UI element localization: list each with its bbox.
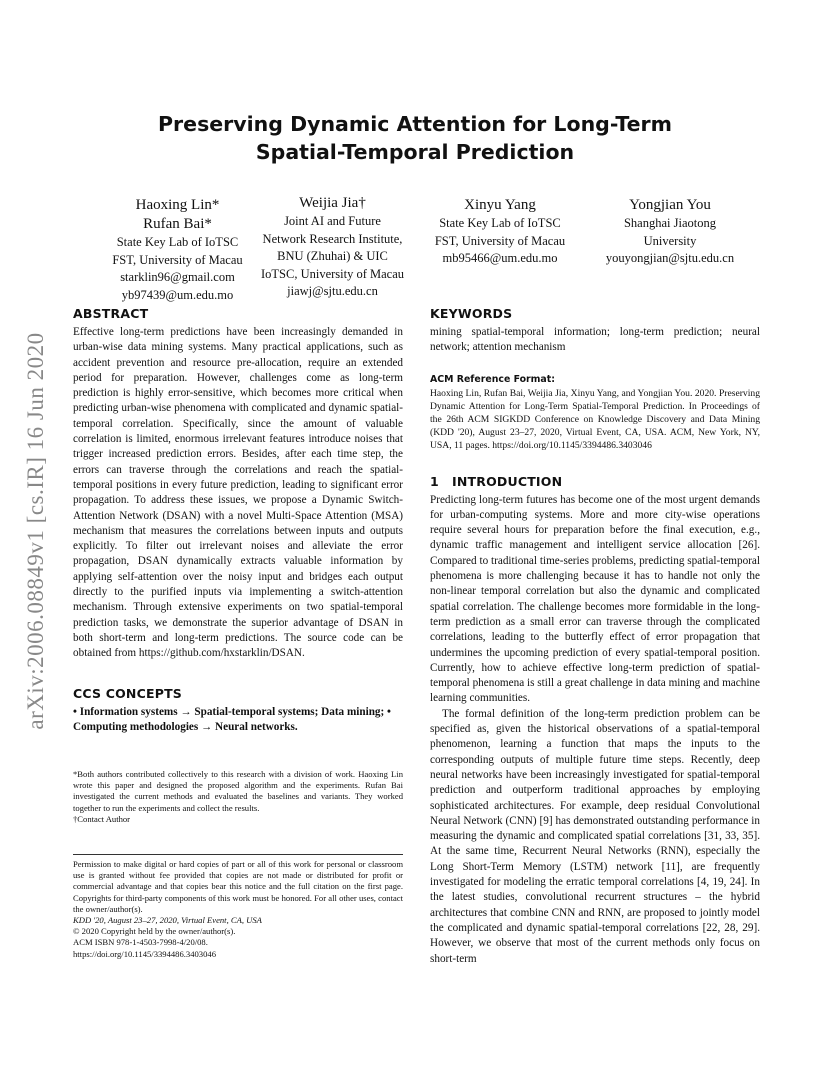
paper-title — [120, 110, 710, 166]
author-email: yb97439@um.edu.mo — [121, 287, 234, 302]
title-line-1: Preserving Dynamic Attention for Long-Term — [158, 112, 672, 136]
author-affiliation: University — [643, 233, 697, 248]
author-affiliation: Network Research Institute, — [262, 231, 403, 246]
author-affiliation: State Key Lab of IoTSC — [439, 216, 561, 230]
ccs-text: • Information systems → Spatial-temporal systems; Data mining; • Computing methodologies → Neural networks. — [73, 705, 391, 733]
permission-block — [73, 859, 403, 960]
keywords-section — [430, 306, 760, 356]
author-email: jiawj@sjtu.edu.cn — [287, 284, 378, 298]
author-affiliation: IoTSC, University of Macau — [260, 266, 405, 281]
contact-footnote: †Contact Author — [73, 813, 131, 824]
author-block-1 — [85, 196, 270, 304]
acm-reference-heading: ACM Reference Format: — [430, 373, 555, 385]
title-line-2: Spatial-Temporal Prediction — [255, 140, 575, 164]
introduction-heading — [430, 474, 760, 489]
arxiv-identifier: arXiv:2006.08849v1 [cs.IR] 16 Jun 2020 — [23, 332, 48, 730]
author-email: mb95466@um.edu.mo — [442, 251, 558, 265]
footnote-divider — [73, 854, 403, 855]
author-affiliation: Shanghai Jiaotong — [623, 216, 716, 230]
abstract-heading: ABSTRACT — [73, 306, 149, 321]
author-affiliation: State Key Lab of IoTSC — [116, 235, 239, 249]
permission-text: Permission to make digital or hard copies of part or all of this work for personal or classroom use is granted without fee provided that copies are not made or distributed for profit or commercial advantage and that copies bear this notice and the full citation on the first page. Copyrights for third-party components of this work must be honored. For all other uses, contact the owner/author(s). — [73, 859, 403, 914]
author-affiliation: FST, University of Macau — [434, 233, 566, 248]
left-column — [73, 306, 403, 735]
abstract-text: Effective long-term predictions have been increasingly demanded in urban-wise data mining systems. Many practical applications, such as accident prevention and resource pre-allocation, require an extended period for preparation. However, challenges come as long-term prediction is highly error-sensitive, which becomes more critical when predicting urban-wise phenomena with complicated and dynamic spatial-temporal correlation. Specifically, since the amount of valuable correlation is limited, enormous irrelevant features introduce noises that trigger increased prediction errors. Besides, after each time step, the errors can traverse through the correlations and reach the spatial-temporal positions in every future prediction, leading to significant error propagation. To address these issues, we propose a Dynamic Switch-Attention Network (DSAN) with a novel Multi-Space Attention (MSA) mechanism that measures the correlations between inputs and outputs explicitly. To filter out irrelevant noises and alleviate the error propagation, DSAN dynamically extracts valuable information by applying self-attention over the noisy input and bridges each output directly to the purified inputs via implementing a switch-attention mechanism. Through extensive experiments on two spatial-temporal prediction tasks, we demonstrate the superior advantage of DSAN in both short-term and long-term predictions. The source code can be obtained from https://github.com/hxstarklin/DSAN. — [73, 326, 403, 660]
isbn-line: ACM ISBN 978-1-4503-7998-4/20/08. — [73, 937, 208, 948]
author-email: starklin96@gmail.com — [120, 270, 235, 284]
author-affiliation: FST, University of Macau — [112, 252, 243, 267]
ccs-heading: CCS CONCEPTS — [73, 685, 182, 701]
author-affiliation: BNU (Zhuhai) & UIC — [277, 249, 388, 263]
acm-reference-text: Haoxing Lin, Rufan Bai, Weijia Jia, Xinyu Yang, and Yongjian You. 2020. Preserving Dynamic Attention for Long-Term Spatial-Temporal Prediction. In Proceedings of the 26th ACM SIGKDD Conference on Knowledge Discovery and Data Mining (KDD '20), August 23–27, 2020, Virtual Event, CA, USA. ACM, New York, NY, USA, 11 pages. https://doi.org/10.1145/3394486.3403046 — [430, 387, 760, 451]
section-number: 1 — [430, 473, 439, 489]
author-name: Weijia Jia† — [299, 195, 366, 211]
doi-line: https://doi.org/10.1145/3394486.3403046 — [73, 948, 216, 959]
right-column — [430, 306, 760, 967]
author-name: Rufan Bai* — [143, 216, 212, 232]
keywords-heading: KEYWORDS — [430, 306, 513, 321]
author-name: Haoxing Lin* — [135, 197, 220, 213]
intro-paragraph-2: The formal definition of the long-term prediction problem can be specified as, given the historical observations of a spatial-temporal phenomenon, learning a function that maps the inputs to the corresponding outputs of multiple future time steps. Recently, deep neural networks have been increasingly investigated for spatial-temporal prediction and outperform traditional approaches by employing sophisticated architectures. For example, deep residual Convolutional Neural Network (CNN) [9] has demonstrated outstanding performance in measuring the dynamic and complicated spatial correlations [31, 33, 35]. At the same time, Recurrent Neural Networks (RNN), especially the Long Short-Term Memory (LSTM) network [11], are frequently investigated for modeling the erratic temporal correlations [4, 19, 24]. In the latest studies, convolutional recurrent structures – the hybrid architectures that combine CNN and RNN, are proposed to jointly model the complicated and dynamic spatial-temporal correlations [22, 28, 29]. However, we observe that most of the current methods only focus on short-term — [430, 707, 760, 965]
author-name: Xinyu Yang — [464, 197, 536, 213]
author-block-4 — [585, 196, 755, 268]
author-footnotes — [73, 769, 403, 825]
venue-line: KDD '20, August 23–27, 2020, Virtual Event, CA, USA — [73, 915, 262, 926]
author-affiliation: Joint AI and Future — [284, 214, 381, 228]
contribution-footnote: *Both authors contributed collectively to this research with a division of work. Haoxing Lin wrote this paper and designed the proposed algorithm and the experiments. Rufan Bai investigated the current methods and evaluated the baselines and variants. They worked together to run the experiments and collect the results. — [73, 769, 403, 813]
intro-paragraph-1: Predicting long-term futures has become one of the most urgent demands for urban-computing systems. More and more city-wise operations require several hours for preparation before the final execution, e.g., dynamic traffic management and intelligent service allocation [26]. Compared to traditional time-series problems, predicting spatial-temporal phenomena is more challenging because it has to handle not only the non-linear temporal correlation but also the dynamic and complicated spatial correlation. The challenge becomes more formidable in the long-term prediction as a small error can traverse through the complicated correlations, leading to the butterfly effect of error propagation that undermines the upcoming prediction of every spatial-temporal position. Currently, how to achieve effective long-term prediction of spatial-temporal phenomena is still a great challenge in data mining and machine learning communities. — [430, 493, 760, 705]
author-email: youyongjian@sjtu.edu.cn — [605, 251, 735, 265]
author-block-3 — [420, 196, 580, 268]
author-block-2 — [250, 194, 415, 301]
arxiv-stamp — [14, 296, 58, 766]
author-name: Yongjian You — [629, 197, 711, 213]
copyright-line: © 2020 Copyright held by the owner/author(s). — [73, 926, 236, 937]
keywords-text: mining spatial-temporal information; long-term prediction; neural network; attention mechanism — [430, 326, 760, 354]
section-title: INTRODUCTION — [452, 473, 563, 489]
